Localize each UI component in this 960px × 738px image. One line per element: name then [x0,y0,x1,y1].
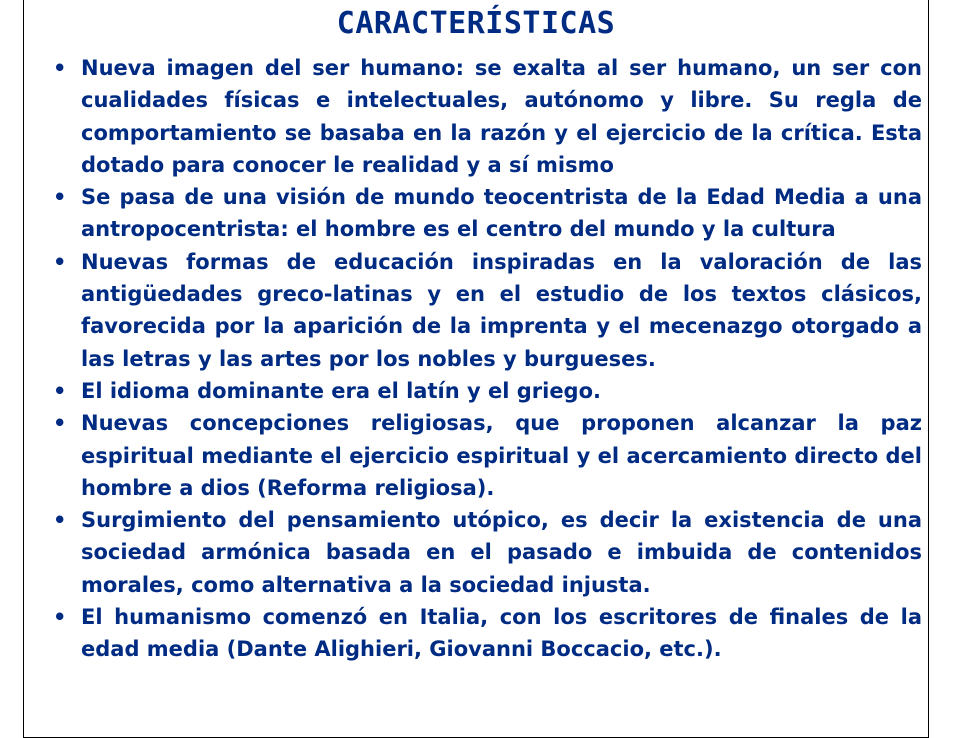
list-item [47,375,922,407]
list-item-text: Se pasa de una visión de mundo teocentrista de la Edad Media a una antropocentrista: el hombre es el centro del mundo y la cultura [81,185,922,242]
list-item-text: Nuevas concepciones religiosas, que proponen alcanzar la paz espiritual mediante el ejercicio espiritual y el acercamiento directo del hombre a dios (Reforma religiosa). [81,411,922,500]
bullet-icon: • [53,185,67,210]
bullet-icon: • [53,378,67,403]
bullet-icon: • [53,411,67,436]
bullet-icon: • [53,508,67,533]
bullet-icon: • [53,605,67,630]
list-item-text: Surgimiento del pensamiento utópico, es decir la existencia de una sociedad armónica basada en el pasado e imbuida de contenidos morales, como alternativa a la sociedad injusta. [81,508,922,597]
list-item [47,246,922,375]
list-item-text: Nueva imagen del ser humano: se exalta al ser humano, un ser con cualidades físicas e intelectuales, autónomo y libre. Su regla de comportamiento se basaba en la razón y el ejercicio de la crítica. Esta dotado para conocer le realidad y a sí mismo [81,56,922,177]
list-item-text: El idioma dominante era el latín y el griego. [81,378,601,403]
list-item [47,601,922,666]
characteristics-list [47,52,922,666]
list-item [47,407,922,504]
bullet-icon: • [53,249,67,274]
list-item-text: El humanismo comenzó en Italia, con los escritores de finales de la edad media (Dante Alighieri, Giovanni Boccacio, etc.). [81,605,922,662]
list-item [47,181,922,246]
bullet-icon: • [53,56,67,80]
list-item [47,52,922,181]
list-item-text: Nuevas formas de educación inspiradas en la valoración de las antigüedades greco-latinas y en el estudio de los textos clásicos, favorecida por la aparición de la imprenta y el mecenazgo otorgado a las letras y las artes por los nobles y burgueses. [81,249,922,371]
list-item [47,504,922,601]
slide-title: CARACTERÍSTICAS [336,6,616,41]
